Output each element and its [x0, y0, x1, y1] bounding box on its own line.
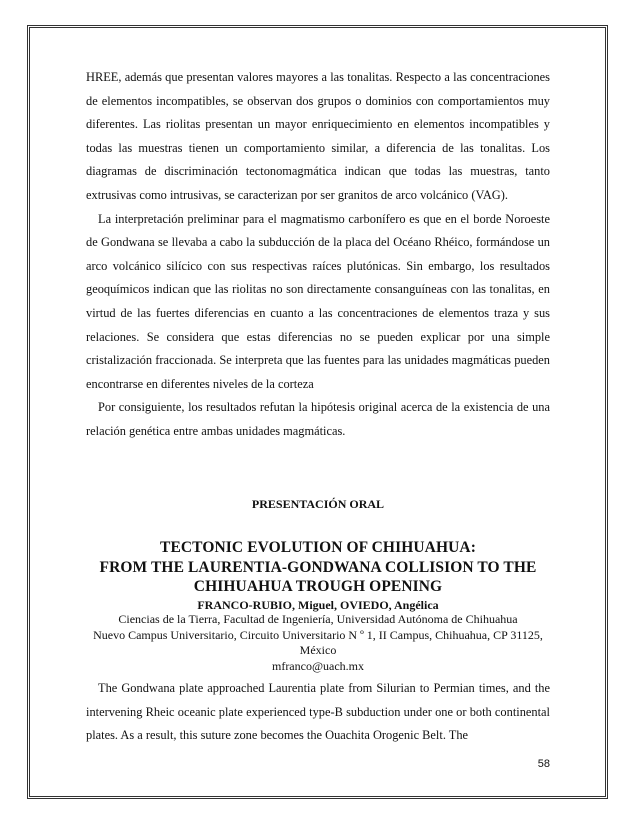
body-text: [86, 66, 550, 444]
title-line: TECTONIC EVOLUTION OF CHIHUAHUA:: [160, 539, 476, 556]
email-address: mfranco@uach.mx: [271, 658, 364, 673]
abstract-title: [86, 538, 550, 597]
affiliation-line: Ciencias de la Tierra, Facultad de Ingeniería, Universidad Autónoma de Chihuahua: [118, 612, 518, 626]
paragraph-geochemistry: HREE, además que presentan valores mayores a las tonalitas. Respecto a las concentraciones de elementos incompatibles, se observan dos grupos o dominios con comportamientos muy diferentes. Las riolitas presentan un mayor enriquecimiento en elementos incompatibles y todas las muestras tienen un comportamiento similar, a diferencia de las tonalitas. Los diagramas de discriminación tectonomagmática indican que todas las muestras, tanto extrusivas como intrusivas, se caracterizan por ser granitos de arco volcánico (VAG).: [86, 70, 550, 202]
page-number: 58: [537, 758, 550, 770]
paragraph-interpretation: La interpretación preliminar para el magmatismo carbonífero es que en el borde Noroeste de Gondwana se llevaba a cabo la subducción de la placa del Océano Rhéico, formándose un arco volcánico silícico con sus respectivas raíces plutónicas. Sin embargo, los resultados geoquímicos indican que las riolitas no son directamente consanguíneas con las tonalitas, en virtud de las fuertes diferencias en cuanto a las concentraciones de elementos traza y sus relaciones. Se considera que estas diferencias no se pueden explicar por una simple cristalización fraccionada. Se interpreta que las fuentes para las unidades magmáticas pueden encontrarse en diferentes niveles de la corteza: [86, 211, 550, 391]
paragraph-conclusion: Por consiguiente, los resultados refutan la hipótesis original acerca de la existencia de una relación genética entre ambas unidades magmáticas.: [86, 400, 550, 438]
title-line: CHIHUAHUA TROUGH OPENING: [193, 578, 443, 595]
presentation-type-label: PRESENTACIÓN ORAL: [251, 497, 385, 511]
abstract-paragraph: The Gondwana plate approached Laurentia plate from Silurian to Permian times, and the intervening Rheic oceanic plate experienced type-B subduction under one or both continental plates. As a result, this suture zone becomes the Ouachita Orogenic Belt. The: [86, 681, 550, 743]
authors: FRANCO-RUBIO, Miguel, OVIEDO, Angélica: [197, 598, 439, 612]
abstract-body: [86, 677, 550, 748]
affiliation-line: México: [299, 643, 337, 657]
affiliation: [70, 612, 566, 674]
affiliation-line: Nuevo Campus Universitario, Circuito Universitario N º 1, II Campus, Chihuahua, CP 31125,: [93, 627, 543, 642]
title-line: FROM THE LAURENTIA-GONDWANA COLLISION TO THE: [99, 558, 537, 576]
